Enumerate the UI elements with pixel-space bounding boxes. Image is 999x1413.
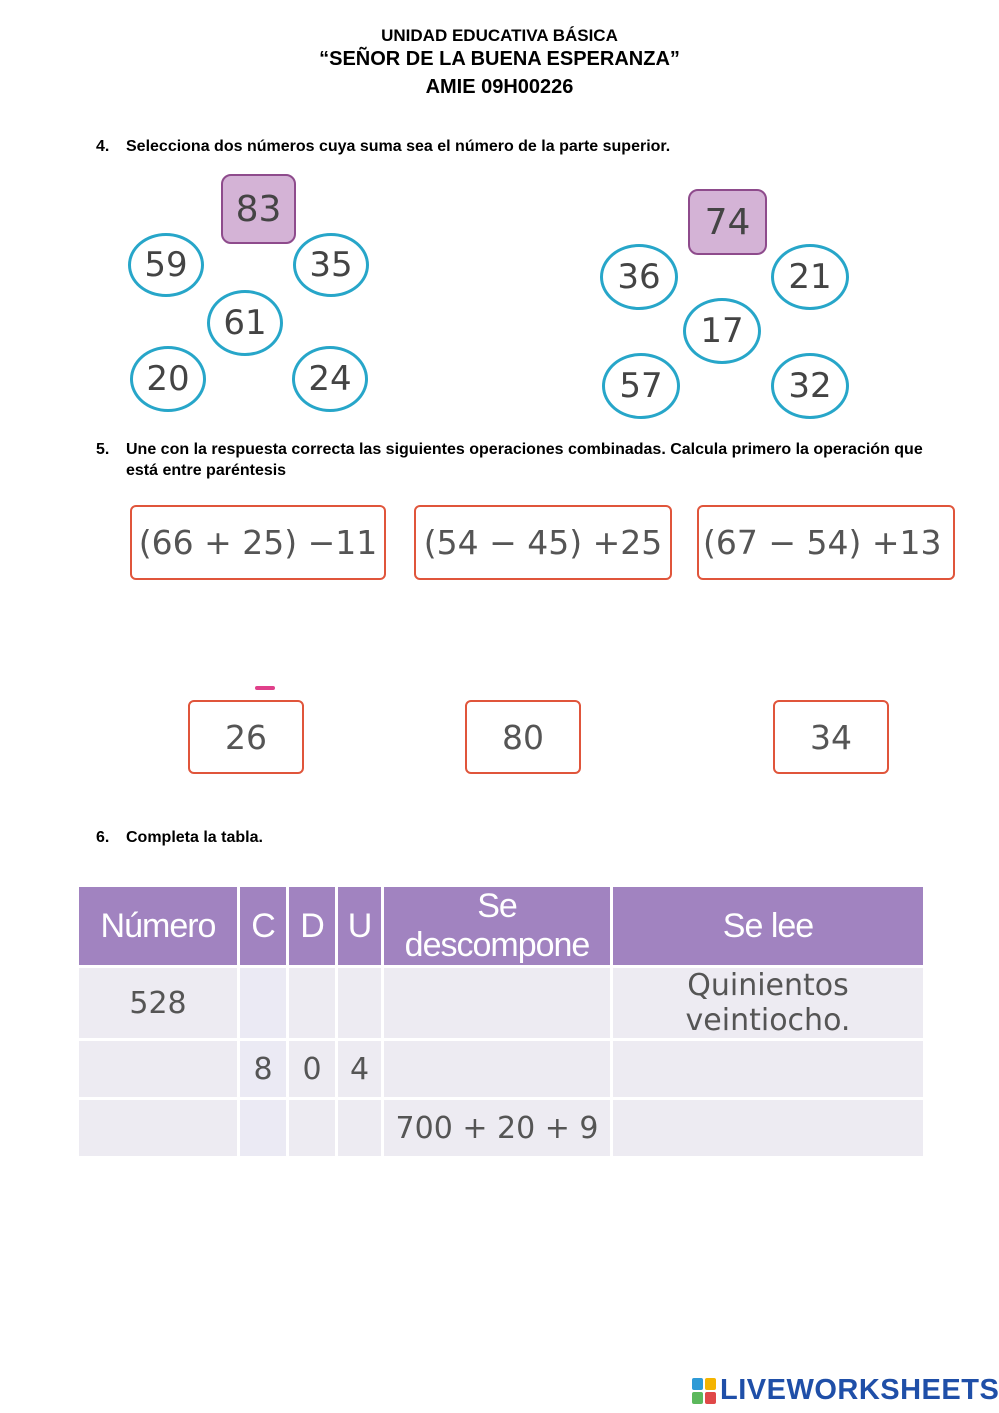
cell-descompone[interactable]: [384, 1041, 610, 1097]
cell-c[interactable]: [240, 1100, 286, 1156]
answer-box[interactable]: 26: [188, 700, 304, 774]
table-header-row: [79, 887, 923, 965]
cell-c[interactable]: 8: [240, 1041, 286, 1097]
header-se-lee: Se lee: [613, 887, 923, 965]
cell-numero[interactable]: [79, 1100, 237, 1156]
number-circle[interactable]: 59: [128, 233, 204, 297]
school-type: UNIDAD EDUCATIVA BÁSICA: [381, 26, 618, 45]
cell-u[interactable]: [338, 968, 381, 1038]
cell-lee[interactable]: [613, 1041, 923, 1097]
operation-box[interactable]: (66 + 25) −11: [130, 505, 386, 580]
operation-box[interactable]: (54 − 45) +25: [414, 505, 672, 580]
number-circle[interactable]: 20: [130, 346, 206, 412]
answer-box[interactable]: 34: [773, 700, 889, 774]
table-row: [79, 1100, 923, 1156]
header-numero: Número: [79, 887, 237, 965]
cell-numero[interactable]: 528: [79, 968, 237, 1038]
cell-u[interactable]: [338, 1100, 381, 1156]
cell-lee[interactable]: Quinientos veintiocho.: [613, 968, 923, 1038]
question-number: 5.: [96, 441, 110, 458]
number-circle[interactable]: 57: [602, 353, 680, 419]
header-se-descompone: Se descompone: [384, 887, 610, 965]
header-unidades: U: [338, 887, 381, 965]
pen-mark: [255, 686, 275, 690]
question-number: 4.: [96, 138, 110, 155]
cell-descompone[interactable]: [384, 968, 610, 1038]
school-code: AMIE 09H00226: [425, 76, 574, 98]
place-value-table: [76, 884, 926, 1159]
cell-u[interactable]: 4: [338, 1041, 381, 1097]
table-row: [79, 968, 923, 1038]
operation-box[interactable]: (67 − 54) +13: [697, 505, 955, 580]
number-circle[interactable]: 17: [683, 298, 761, 364]
table-row: [79, 1041, 923, 1097]
liveworksheets-logo: [692, 1374, 999, 1407]
cell-c[interactable]: [240, 968, 286, 1038]
cell-numero[interactable]: [79, 1041, 237, 1097]
number-circle[interactable]: 24: [292, 346, 368, 412]
brand-name: LIVEWORKSHEETS: [720, 1374, 999, 1406]
target-number-box: 74: [688, 189, 767, 255]
cell-lee[interactable]: [613, 1100, 923, 1156]
question-text: Une con la respuesta correcta las siguientes operaciones combinadas. Calcula primero la operación que está entre paréntesis: [126, 441, 923, 479]
cell-d[interactable]: 0: [289, 1041, 335, 1097]
header-decenas: D: [289, 887, 335, 965]
question-number: 6.: [96, 829, 110, 846]
question-text: Selecciona dos números cuya suma sea el número de la parte superior.: [126, 138, 671, 155]
number-circle[interactable]: 61: [207, 290, 283, 356]
number-circle[interactable]: 35: [293, 233, 369, 297]
logo-icon: [692, 1378, 716, 1404]
cell-d[interactable]: [289, 968, 335, 1038]
cell-d[interactable]: [289, 1100, 335, 1156]
answer-box[interactable]: 80: [465, 700, 581, 774]
question-text: Completa la tabla.: [126, 829, 263, 846]
number-circle[interactable]: 36: [600, 244, 678, 310]
school-name: “SEÑOR DE LA BUENA ESPERANZA”: [319, 48, 680, 70]
number-circle[interactable]: 32: [771, 353, 849, 419]
target-number-box: 83: [221, 174, 296, 244]
cell-descompone[interactable]: 700 + 20 + 9: [384, 1100, 610, 1156]
header-centenas: C: [240, 887, 286, 965]
number-circle[interactable]: 21: [771, 244, 849, 310]
